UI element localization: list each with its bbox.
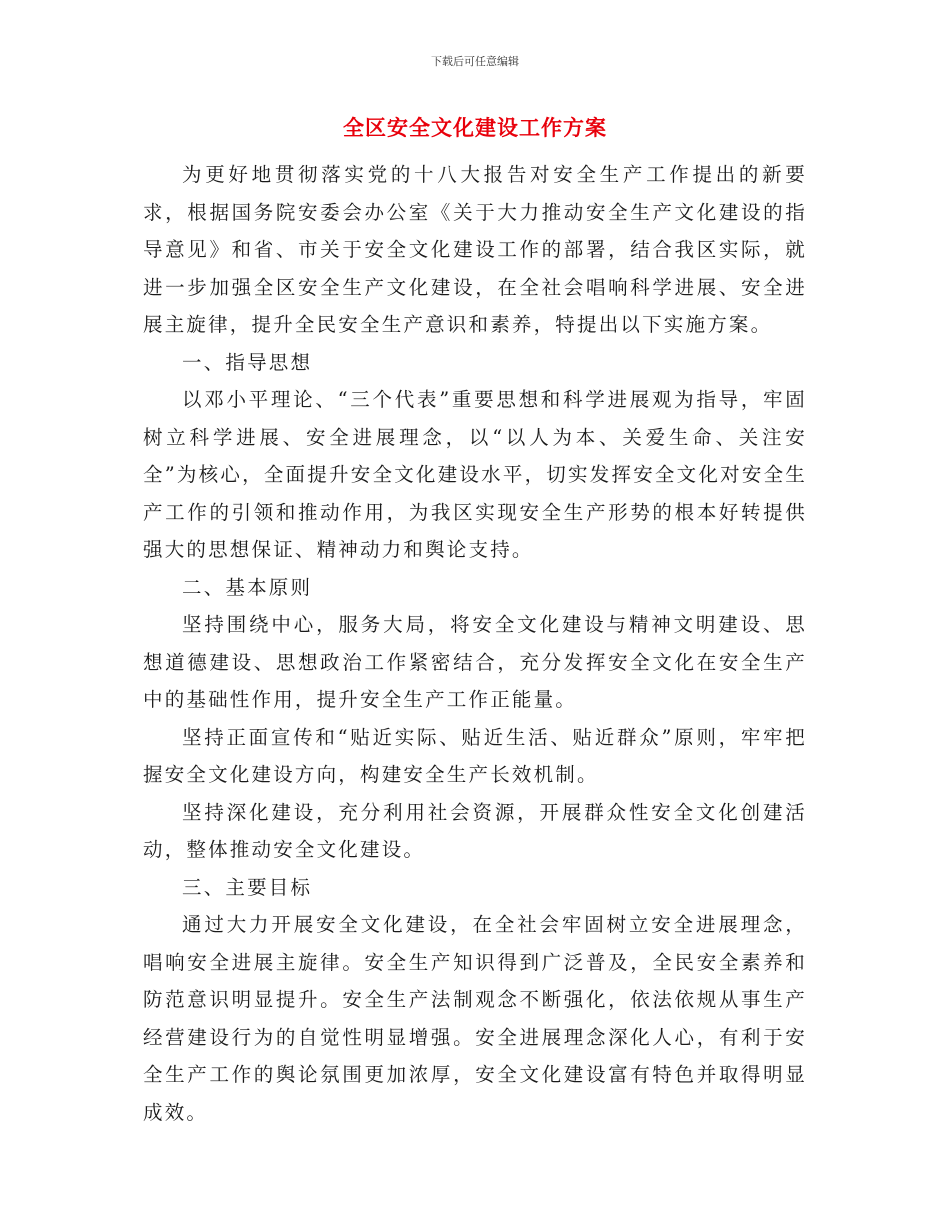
- guiding-ideology-paragraph: 以邓小平理论、“三个代表”重要思想和科学进展观为指导，牢固树立科学进展、安全进展理念，以“以人为本、关爱生命、关注安全”为核心，全面提升安全文化建设水平，切实发挥安全文化对安全生产工作的引领和推动作用，为我区实现安全生产形势的根本好转提供强大的思想保证、精神动力和舆论支持。: [143, 388, 807, 561]
- section-heading-basic-principles: 二、基本原则: [182, 575, 313, 599]
- main-goals-paragraph: 通过大力开展安全文化建设，在全社会牢固树立安全进展理念，唱响安全进展主旋律。安全生产知识得到广泛普及，全民安全素养和防范意识明显提升。安全生产法制观念不断强化，依法依规从事生产经营建设行为的自觉性明显增强。安全进展理念深化人心，有利于安全生产工作的舆论氛围更加浓厚，安全文化建设富有特色并取得明显成效。: [143, 913, 807, 1124]
- section-heading-guiding-ideology: 一、指导思想: [182, 350, 313, 374]
- principle-paragraph-1: 坚持围绕中心，服务大局，将安全文化建设与精神文明建设、思想道德建设、思想政治工作紧密结合，充分发挥安全文化在安全生产中的基础性作用，提升安全生产工作正能量。: [143, 613, 807, 711]
- header-note: 下载后可任意编辑: [431, 55, 519, 68]
- intro-paragraph: 为更好地贯彻落实党的十八大报告对安全生产工作提出的新要求，根据国务院安委会办公室《关于大力推动安全生产文化建设的指导意见》和省、市关于安全文化建设工作的部署，结合我区实际，就进一步加强全区安全生产文化建设，在全社会唱响科学进展、安全进展主旋律，提升全民安全生产意识和素养，特提出以下实施方案。: [143, 163, 807, 336]
- principle-paragraph-3: 坚持深化建设，充分利用社会资源，开展群众性安全文化创建活动，整体推动安全文化建设。: [143, 800, 807, 861]
- document-title: 全区安全文化建设工作方案: [343, 116, 607, 140]
- principle-paragraph-2: 坚持正面宣传和“贴近实际、贴近生活、贴近群众”原则，牢牢把握安全文化建设方向，构建安全生产长效机制。: [143, 725, 807, 786]
- document-body: [143, 156, 807, 1131]
- section-heading-main-goals: 三、主要目标: [182, 875, 313, 899]
